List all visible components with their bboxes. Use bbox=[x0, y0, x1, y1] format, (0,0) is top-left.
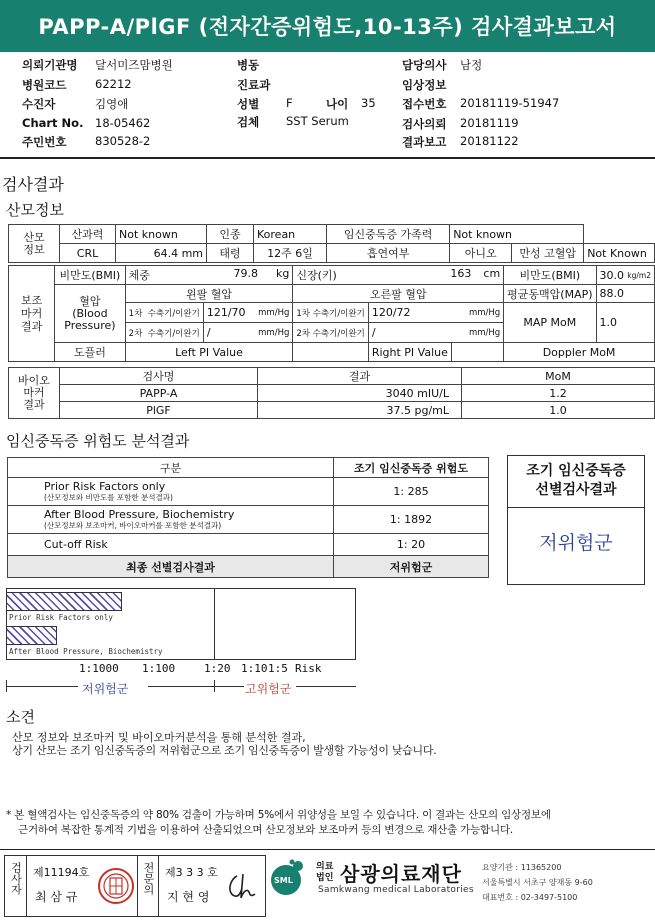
bmi2-label: 비만도(BMI) bbox=[504, 266, 596, 285]
mmhg-unit: mm/Hg bbox=[258, 308, 290, 318]
height-value: 163 bbox=[450, 267, 472, 280]
mmhg-unit: mm/Hg bbox=[258, 328, 290, 338]
doctor-label: 담당의사 bbox=[402, 58, 447, 72]
chart-label: Chart No. bbox=[22, 116, 84, 130]
right2-value: / bbox=[371, 326, 376, 339]
bio-header-mom: MoM bbox=[462, 368, 655, 385]
crl-label: CRL bbox=[60, 244, 116, 263]
table-row bbox=[8, 506, 489, 534]
org-address: 서울특별시 서초구 양재동 9-60 bbox=[482, 878, 593, 887]
risk-row-sub: (산모정보와 비만도를 포함한 분석결과) bbox=[44, 492, 173, 502]
report-title: PAPP-A/PlGF (전자간증위험도,10-13주) 검사결과보고서 bbox=[0, 0, 655, 52]
opinion-line-1: 산모 정보와 보조마커 및 바이오마커분석을 통해 분석한 결과, bbox=[12, 731, 306, 744]
examiner-name: 최 삼 규 bbox=[35, 890, 78, 904]
left-first-value-cell bbox=[203, 303, 293, 323]
risk-heading: 임신중독증 위험도 분석결과 bbox=[6, 432, 190, 450]
maternal-heading: 산모정보 bbox=[6, 201, 64, 219]
hospital-code-value: 62212 bbox=[95, 77, 132, 91]
request-label: 검사의뢰 bbox=[402, 117, 447, 131]
race-value: Korean bbox=[254, 225, 327, 244]
left-second-cell bbox=[125, 323, 203, 343]
right-pi-label: Right PI Value bbox=[368, 343, 451, 362]
specimen-value: SST Serum bbox=[286, 114, 349, 128]
bmi-unit: kg/m2 bbox=[627, 270, 651, 280]
smoking-label: 흡연여부 bbox=[327, 244, 450, 263]
final-label: 최종 선별검사결과 bbox=[8, 556, 334, 578]
tick-label: 1:20 bbox=[204, 662, 231, 675]
race-label: 인종 bbox=[207, 225, 254, 244]
first-label: 1차 bbox=[296, 308, 310, 319]
maternal-group: 산모 정보 bbox=[9, 225, 60, 263]
weight-label: 체중 bbox=[128, 269, 150, 282]
bio-result: 3040 mIU/L bbox=[258, 385, 462, 402]
ga-label: 태령 bbox=[207, 244, 254, 263]
result-box-value: 저위험군 bbox=[539, 532, 613, 554]
specialist-label-text: 전문의 bbox=[142, 862, 155, 895]
risk-row-value: 1: 20 bbox=[334, 534, 489, 556]
receipt-label: 접수번호 bbox=[402, 97, 447, 111]
tick-label: 1:10 bbox=[241, 662, 268, 675]
org-tel: 대표번호 : 02-3497-5100 bbox=[482, 893, 578, 902]
specialist-label bbox=[137, 856, 159, 916]
sys-dia-label: 수축기/이완기 bbox=[147, 308, 200, 319]
chart-value: 18-05462 bbox=[95, 116, 151, 130]
tick-label: 1:5 bbox=[268, 662, 288, 675]
tick-label: 1:100 bbox=[142, 662, 176, 675]
doppler-mom-label: Doppler MoM bbox=[504, 343, 655, 362]
opinion-line-2: 상기 산모는 조기 임신중독증의 저위험군으로 조기 임신중독증이 발생할 가능성이 낮습니다. bbox=[12, 744, 437, 757]
examiner-label bbox=[5, 856, 27, 916]
table-row bbox=[8, 534, 489, 556]
left-pi-label: Left PI Value bbox=[125, 343, 293, 362]
clinical-label: 임상정보 bbox=[402, 78, 447, 92]
footer-divider bbox=[0, 849, 655, 850]
receipt-value: 20181119-51947 bbox=[460, 96, 560, 110]
second-label: 2차 bbox=[296, 328, 310, 339]
height-label: 신장(키) bbox=[296, 269, 337, 282]
weight-unit: kg bbox=[276, 267, 290, 280]
left1-value: 121/70 bbox=[206, 306, 246, 319]
high-risk-label: 고위험군 bbox=[245, 682, 292, 696]
doppler-label: 도플러 bbox=[55, 343, 126, 362]
report-label: 결과보고 bbox=[402, 135, 447, 149]
org-english: Samkwang medical Laboratories bbox=[318, 885, 474, 895]
table-row bbox=[9, 402, 655, 419]
footnote-line-2: 근거하여 복잡한 통계적 기법을 이용하여 산출되었으며 산모정보와 보조마커 등의 변경으로 재산출 가능합니다. bbox=[18, 824, 514, 836]
htn-value: Not Known bbox=[584, 244, 655, 263]
bio-mom: 1.0 bbox=[462, 402, 655, 419]
weight-cell bbox=[125, 266, 293, 285]
institution-value: 달서미즈맘병원 bbox=[95, 58, 173, 72]
bmi-cell bbox=[596, 266, 654, 285]
mmhg-unit: mm/Hg bbox=[468, 328, 501, 338]
logo-text: SML bbox=[274, 876, 293, 885]
sex-value: F bbox=[286, 96, 293, 110]
bio-group: 바이오 마커 결과 bbox=[9, 368, 60, 419]
risk-row-label: Cut-off Risk bbox=[8, 534, 334, 556]
map-label: 평균동맥압(MAP) bbox=[504, 285, 596, 303]
map-mom-label: MAP MoM bbox=[504, 303, 596, 343]
low-risk-label: 저위험군 bbox=[82, 682, 129, 696]
results-heading: 검사결과 bbox=[2, 175, 64, 194]
height-unit: cm bbox=[483, 267, 501, 280]
signature-icon bbox=[223, 870, 259, 904]
aux-group: 보조 마커 결과 bbox=[9, 266, 55, 362]
bmi-value: 30.0 bbox=[599, 268, 625, 282]
low-bracket bbox=[6, 686, 78, 687]
risk-row-label bbox=[8, 506, 334, 534]
doctor-value: 남정 bbox=[460, 58, 483, 72]
risk-row-value: 1: 285 bbox=[334, 478, 489, 506]
header-divider bbox=[0, 157, 655, 159]
left2-value: / bbox=[206, 326, 211, 339]
org-name: 삼광의료재단 bbox=[340, 862, 462, 886]
opinion-heading: 소견 bbox=[6, 708, 35, 726]
risk-col1: 구분 bbox=[8, 458, 334, 478]
htn-label: 만성 고혈압 bbox=[512, 244, 584, 263]
tick-label: Risk bbox=[295, 662, 322, 675]
hospital-code-label: 병원코드 bbox=[22, 78, 67, 92]
final-value: 저위험군 bbox=[334, 556, 489, 578]
risk-bar bbox=[6, 592, 122, 611]
right-first-cell bbox=[293, 303, 368, 323]
sys-dia-label: 수축기/이완기 bbox=[312, 328, 365, 339]
tick-label: 1:1000 bbox=[79, 662, 119, 675]
bio-table bbox=[8, 367, 655, 419]
risk-row-value: 1: 1892 bbox=[334, 506, 489, 534]
ga-value: 12주 6일 bbox=[254, 244, 327, 263]
risk-col2: 조기 임신중독증 위험도 bbox=[334, 458, 489, 478]
risk-table bbox=[7, 457, 489, 578]
ward-label: 병동 bbox=[237, 58, 260, 72]
bp-label: 혈압 (Blood Pressure) bbox=[55, 285, 126, 343]
rrn-value: 830528-2 bbox=[95, 134, 151, 148]
patient-value: 김영애 bbox=[95, 97, 129, 111]
risk-row-title: Prior Risk Factors only bbox=[44, 479, 166, 493]
institution-label: 의뢰기관명 bbox=[22, 58, 78, 72]
risk-bar-label: After Blood Pressure, Biochemistry bbox=[9, 647, 163, 656]
right1-value: 120/72 bbox=[371, 306, 411, 319]
smoking-value: 아니오 bbox=[450, 244, 512, 263]
map-mom-value: 1.0 bbox=[596, 303, 654, 343]
family-label: 임신중독증 가족력 bbox=[327, 225, 450, 244]
right-second-cell bbox=[293, 323, 368, 343]
weight-value: 79.8 bbox=[233, 267, 258, 280]
family-value: Not known bbox=[450, 225, 584, 244]
bmi-label: 비만도(BMI) bbox=[55, 266, 126, 285]
low-bracket bbox=[148, 686, 244, 687]
request-value: 20181119 bbox=[460, 116, 519, 130]
rrn-label: 주민번호 bbox=[22, 135, 67, 149]
examiner-no: 제11194호 bbox=[33, 866, 90, 879]
right-pi-value bbox=[451, 343, 503, 362]
crl-value: 64.4 mm bbox=[116, 244, 207, 263]
sys-dia-label: 수축기/이완기 bbox=[147, 328, 200, 339]
first-label: 1차 bbox=[128, 308, 143, 319]
org-code: 요양기관 : 11365200 bbox=[482, 863, 562, 872]
right-first-value-cell bbox=[368, 303, 503, 323]
height-cell bbox=[293, 266, 504, 285]
risk-row-title: After Blood Pressure, Biochemistry bbox=[44, 507, 235, 521]
bio-mom: 1.2 bbox=[462, 385, 655, 402]
patient-label: 수진자 bbox=[22, 97, 56, 111]
bio-header-name: 검사명 bbox=[60, 368, 258, 385]
screening-result-box bbox=[507, 455, 645, 585]
bio-name: PAPP-A bbox=[60, 385, 258, 402]
age-value: 35 bbox=[361, 96, 376, 110]
table-row bbox=[8, 478, 489, 506]
signature-box bbox=[4, 855, 266, 917]
table-row bbox=[9, 385, 655, 402]
left-first-cell bbox=[125, 303, 203, 323]
high-bracket bbox=[296, 686, 356, 687]
parity-label: 산과력 bbox=[60, 225, 116, 244]
bio-result: 37.5 pg/mL bbox=[258, 402, 462, 419]
result-box-title: 조기 임신중독증 선별검사결과 bbox=[508, 456, 644, 508]
second-label: 2차 bbox=[128, 328, 143, 339]
risk-bar bbox=[6, 626, 57, 645]
map-value: 88.0 bbox=[596, 285, 654, 303]
maternal-table bbox=[8, 224, 655, 263]
age-label: 나이 bbox=[326, 97, 349, 111]
footnote-line-1: * 본 혈액검사는 임신중독증의 약 80% 검출이 가능하며 5%에서 위양성을 보일 수 있습니다. 이 결과는 산모의 임상정보에 bbox=[6, 809, 551, 821]
risk-bar-label: Prior Risk Factors only bbox=[9, 613, 113, 622]
left-second-value-cell bbox=[203, 323, 293, 343]
examiner-label-text: 검사자 bbox=[9, 862, 23, 895]
bio-name: PlGF bbox=[60, 402, 258, 419]
right-second-value-cell bbox=[368, 323, 503, 343]
sys-dia-label: 수축기/이완기 bbox=[312, 308, 365, 319]
right-arm-label: 오른팔 혈압 bbox=[293, 285, 504, 303]
dept-label: 진료과 bbox=[237, 78, 271, 92]
left-pi-value bbox=[293, 343, 368, 362]
parity-value: Not known bbox=[116, 225, 207, 244]
risk-row-label bbox=[8, 478, 334, 506]
aux-table bbox=[8, 265, 655, 362]
cutoff-line bbox=[214, 588, 215, 660]
mmhg-unit: mm/Hg bbox=[468, 308, 501, 318]
left-arm-label: 왼팔 혈압 bbox=[125, 285, 293, 303]
specialist-no: 제3 3 3 호 bbox=[165, 866, 218, 879]
report-value: 20181122 bbox=[460, 134, 519, 148]
org-prefix: 의료법인 bbox=[316, 862, 334, 883]
specialist-name: 지 현 영 bbox=[167, 890, 210, 904]
specimen-label: 검체 bbox=[237, 115, 260, 129]
sex-label: 성별 bbox=[237, 97, 260, 111]
bio-header-result: 결과 bbox=[258, 368, 462, 385]
seal-icon bbox=[97, 866, 135, 906]
risk-row-sub: (산모정보와 보조마커, 바이오마커를 포함한 분석결과) bbox=[44, 520, 222, 530]
